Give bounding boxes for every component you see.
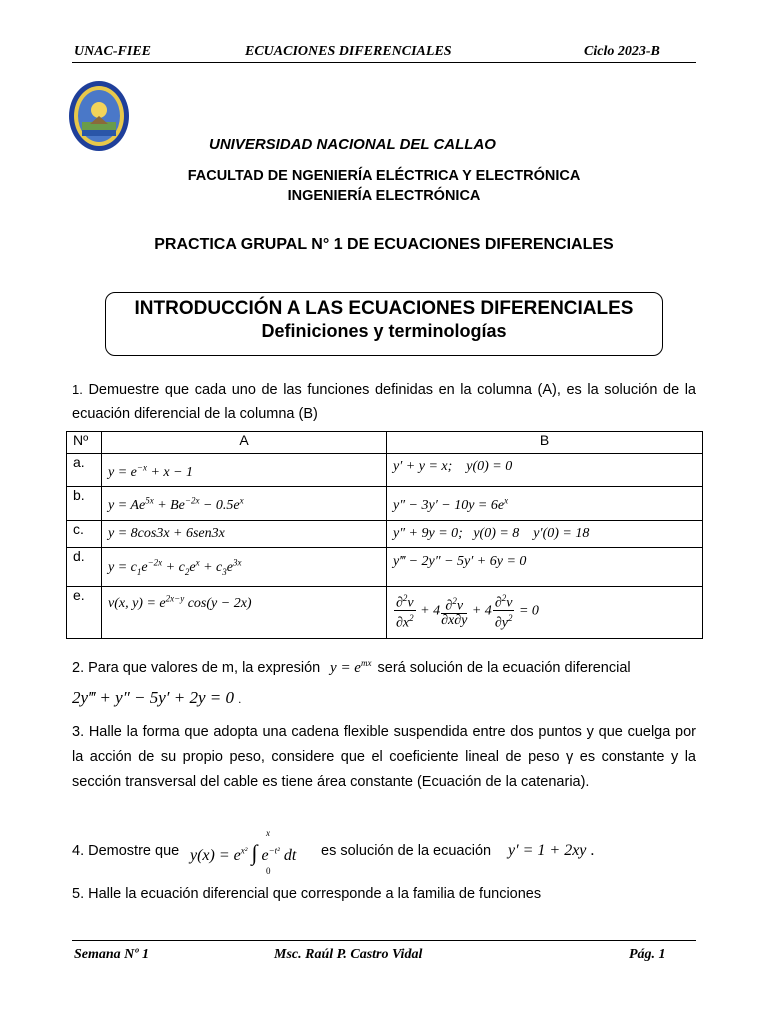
problem-2-equation: 2y‴ + y″ − 5y′ + 2y = 0 . — [72, 688, 242, 707]
footer-left: Semana Nº 1 — [74, 947, 149, 962]
problem-4 — [72, 828, 696, 876]
row-label: a. — [67, 454, 102, 487]
row-a-function: $y = c_1e^{-2x} + c_2e^x + c_3e^{3x}$ — [102, 548, 387, 586]
table-header-num: Nº — [67, 432, 102, 454]
problem-2-post: será solución de la ecuación diferencial — [377, 660, 631, 676]
university-name: UNIVERSIDAD NACIONAL DEL CALLAO — [209, 136, 496, 153]
table-header-row — [67, 432, 703, 454]
footer-rule — [72, 940, 696, 941]
problem-4-mid: es solución de la ecuación — [321, 843, 492, 859]
row-a-function: $y = e^{-x} + x - 1$ — [102, 454, 387, 487]
problem-2 — [72, 658, 696, 677]
row-a-function: $y = Ae^{5x} + Be^{-2x} - 0.5e^x$ — [102, 486, 387, 521]
problem-1 — [72, 378, 696, 426]
header-right: Ciclo 2023-B — [584, 44, 660, 59]
problem-1-table — [66, 431, 703, 639]
row-label: b. — [67, 486, 102, 521]
university-logo-icon — [68, 80, 130, 152]
problem-4-equation: y′ = 1 + 2xy . — [508, 842, 595, 859]
row-a-function: v(x, $y) = e^{2x-y}$ cos(y − 2x) — [102, 586, 387, 638]
table-header-b: B — [387, 432, 703, 454]
header-rule — [72, 62, 696, 63]
integral-upper-limit: x — [266, 828, 270, 838]
header-center: ECUACIONES DIFERENCIALES — [245, 44, 452, 59]
integral-lower-limit: 0 — [266, 866, 271, 876]
problem-1-text: Demuestre que cada uno de las funciones definidas en la columna (A), es la solución de la ecuación diferencial de la columna (B) — [72, 382, 696, 422]
problem-2-expression: $y = e^{mx}$ — [326, 658, 372, 676]
school-name: INGENIERÍA ELECTRÓNICA — [287, 188, 481, 204]
problem-4-pre: 4. Demostre que — [72, 843, 180, 859]
problem-2-pre: 2. Para que valores de m, la expresión — [72, 660, 321, 676]
problem-3: 3. Halle la forma que adopta una cadena flexible suspendida entre dos puntos y que cuelga por la acción de su propio peso, considere que el coeficiente lineal de peso γ es constante y la sección transversal del cable es tiene área constante (Ecuación de la catenaria). — [72, 724, 696, 790]
faculty-name: FACULTAD DE NGENIERÍA ELÉCTRICA Y ELECTRÓNICA — [187, 168, 581, 184]
row-b-equation: y″ + 9y = 0; y(0) = 8 y′(0) = 18 — [387, 521, 703, 548]
topic-subtitle: Definiciones y terminologías — [261, 321, 507, 341]
problem-4-function: $y(x) = e^{x^2}$ ∫ $e^{-t^2}$ dt — [190, 840, 297, 865]
row-label: e. — [67, 586, 102, 638]
footer-right: Pág. 1 — [629, 947, 666, 962]
table-row — [67, 586, 703, 638]
problem-5: 5. Halle la ecuación diferencial que corresponde a la familia de funciones — [72, 886, 542, 902]
row-label: d. — [67, 548, 102, 586]
row-b-equation: y‴ − 2y″ − 5y′ + 6y = 0 — [387, 548, 703, 586]
topic-title: INTRODUCCIÓN A LAS ECUACIONES DIFERENCIALES — [134, 298, 634, 319]
footer-center: Msc. Raúl P. Castro Vidal — [274, 947, 423, 962]
problem-1-number: 1. — [72, 382, 83, 397]
practice-title: PRACTICA GRUPAL N° 1 DE ECUACIONES DIFERENCIALES — [154, 236, 614, 253]
table-row — [67, 486, 703, 521]
row-a-function: y = 8cos3x + 6sen3x — [102, 521, 387, 548]
row-b-equation: $\frac{\partial^2v}{\partial x^2}$ + 4 $\frac{\partial^2v}{\partial x\partial y}$ + 4 $\frac{\partial^2v}{\partial y^2}$ = 0 — [387, 586, 703, 638]
table-row — [67, 521, 703, 548]
table-header-a: A — [102, 432, 387, 454]
row-label: c. — [67, 521, 102, 548]
row-b-equation: $y'' - 3y' - 10y = 6e^x$ — [387, 486, 703, 521]
table-row — [67, 548, 703, 586]
topic-box — [105, 292, 663, 356]
row-b-equation: y′ + y = x; y(0) = 0 — [387, 454, 703, 487]
header-left: UNAC-FIEE — [74, 44, 152, 59]
table-row — [67, 454, 703, 487]
